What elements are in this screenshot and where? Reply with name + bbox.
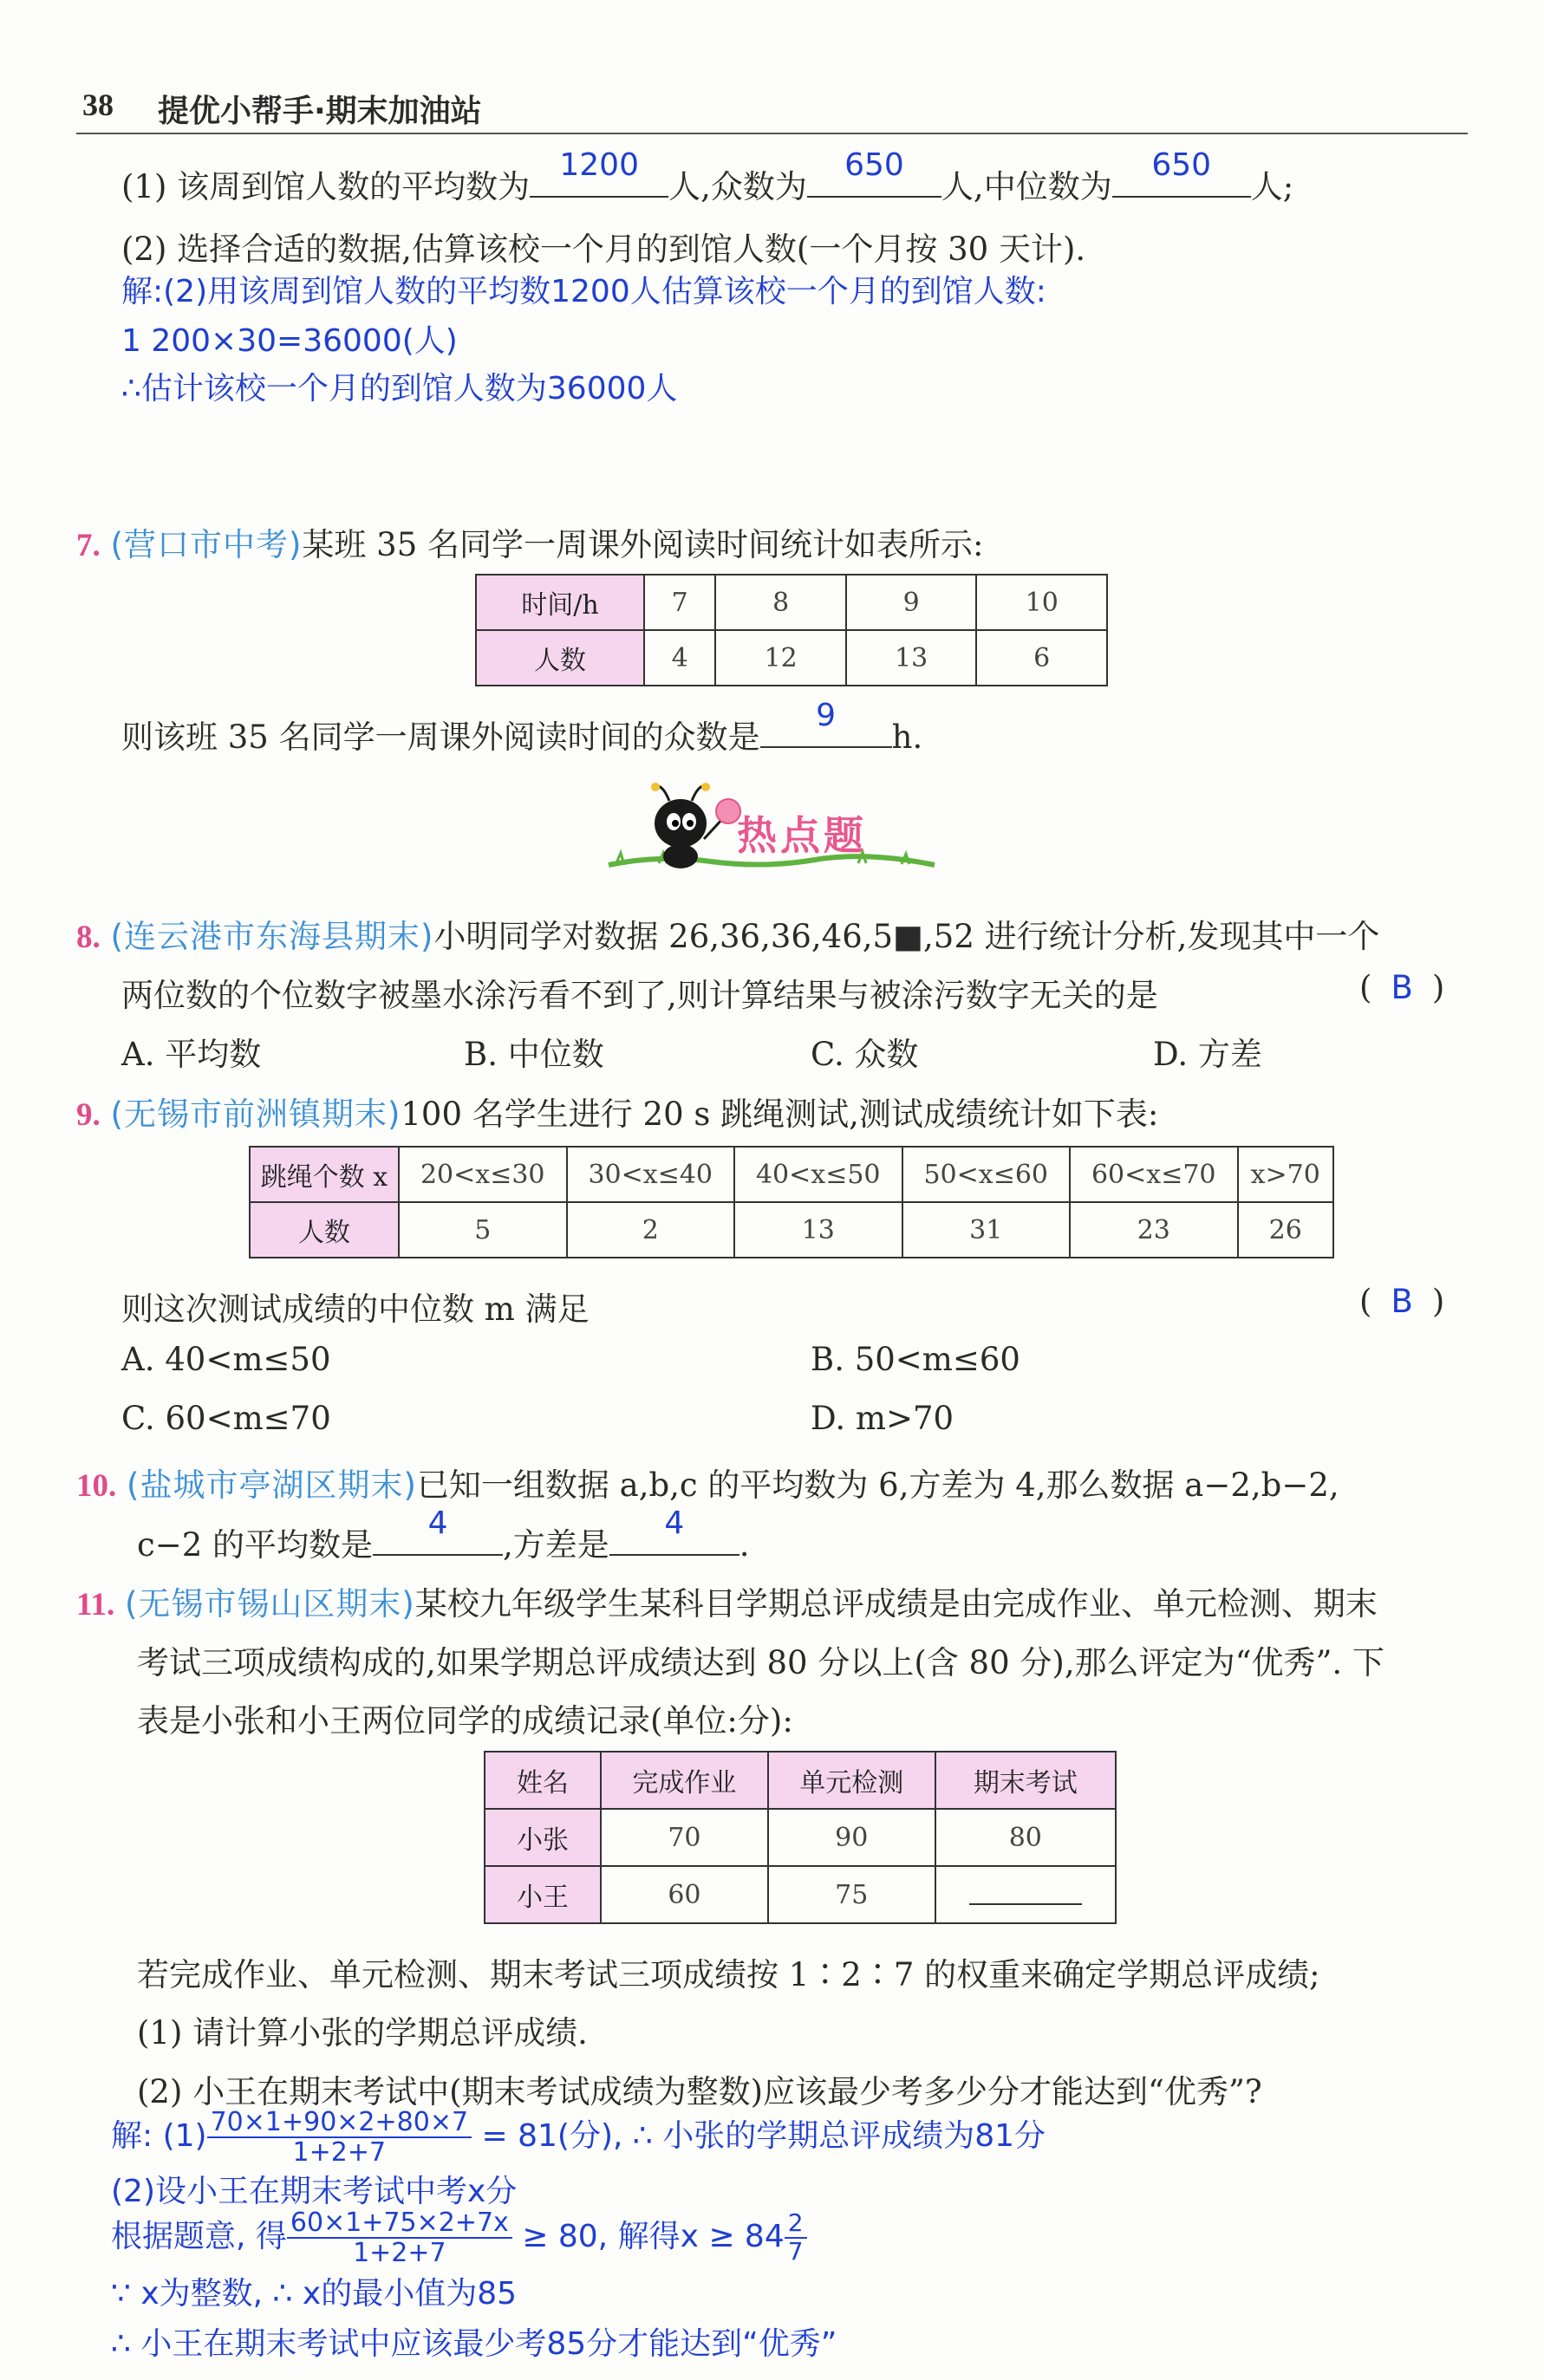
q8-answer-bracket: ( B ) [1359,969,1445,1006]
header-rule [76,133,1468,134]
q11-table: 姓名 完成作业 单元检测 期末考试 小张 70 90 80 小王 60 75 [484,1751,1117,1924]
q6-solution-line1: 解:(2)用该周到馆人数的平均数1200人估算该校一个月的到馆人数: [121,274,1046,309]
q8-line2: 两位数的个位数字被墨水涂污看不到了,则计算结果与被涂污数字无关的是 [121,977,1158,1014]
q11-solution-line2: (2)设小王在期末考试中考x分 [111,2174,518,2209]
q11-solution-line3: 根据题意, 得 $\frac{60\times 1+75\times 2+7x}{1+2+7}$ ≥ 80, 解得x ≥ 84 $\frac{2}{7}$ [111,2208,807,2267]
q8-option-a: A. 平均数 [121,1036,262,1073]
q8-option-b: B. 中位数 [464,1036,604,1073]
q7-question: 则该班 35 名同学一周课外阅读时间的众数是 9 h. [121,698,923,756]
q8-option-c: C. 众数 [811,1036,919,1073]
q11-line4: 若完成作业、单元检测、期末考试三项成绩按 1∶2∶7 的权重来确定学期总评成绩; [137,1956,1320,1993]
q9-option-c: C. 60<m≤70 [121,1400,331,1437]
q6-answer-mode: 650 [807,166,941,198]
q8-line1: 8. (连云港市东海县期末)小明同学对数据 26,36,36,46,5■,52 进行统计分析,发现其中一个 [76,918,1380,955]
q6-answer-mean: 1200 [530,166,668,198]
q11-solution-line5: ∴ 小王在期末考试中应该最少考85分才能达到“优秀” [111,2326,837,2362]
q6-answer-median: 650 [1112,166,1251,198]
q9-question: 则这次测试成绩的中位数 m 满足 [121,1291,590,1328]
q8-option-d: D. 方差 [1153,1036,1262,1073]
q11-line5: (1) 请计算小张的学期总评成绩. [137,2014,588,2052]
q11-line2: 考试三项成绩构成的,如果学期总评成绩达到 80 分以上(含 80 分),那么评定为“优秀”. 下 [137,1644,1384,1681]
q11-solution-line4: ∵ x为整数, ∴ x的最小值为85 [111,2276,518,2312]
hot-topic-banner [607,778,936,874]
hot-topic-label: 热点题 [737,812,867,859]
q11-line6: (2) 小王在期末考试中(期末考试成绩为整数)应该最少考多少分才能达到“优秀”? [137,2073,1262,2110]
q9-stem: 9. (无锡市前洲镇期末)100 名学生进行 20 s 跳绳测试,测试成绩统计如下表: [76,1096,1159,1133]
page-number: 38 [82,88,114,122]
q9-table: 跳绳个数 x 20<x≤30 30<x≤40 40<x≤50 50<x≤60 60<x≤70 x>70 人数 5 2 13 31 23 26 [249,1146,1334,1258]
q10-answer-mean: 4 [373,1525,503,1556]
q11-blank-cell [935,1866,1116,1923]
q6-solution-line3: ∴估计该校一个月的到馆人数为36000人 [121,371,678,406]
q11-solution-line1: 解: (1) $\frac{70\times 1+90\times 2+80\times 7}{1+2+7}$ = 81(分), ∴ 小张的学期总评成绩为81分 [111,2107,1046,2168]
q9-answer-bracket: ( B ) [1359,1283,1445,1320]
page-header-title: 提优小帮手·期末加油站 [158,94,482,129]
q7-answer: 9 [760,717,892,748]
q10-answer-variance: 4 [609,1525,739,1556]
q7-table: 时间/h 7 8 9 10 人数 4 12 13 6 [475,574,1108,686]
q10-line2: c−2 的平均数是 4 ,方差是 4 . [137,1505,750,1564]
q10-line1: 10. (盐城市亭湖区期末)已知一组数据 a,b,c 的平均数为 6,方差为 4,那么数据 a−2,b−2, [76,1466,1339,1504]
q6-part1: (1) 该周到馆人数的平均数为 1200 人,众数为 650 人,中位数为 650 人; [121,147,1294,205]
q9-option-a: A. 40<m≤50 [121,1341,331,1378]
q6-solution-line2: 1 200×30=36000(人) [121,323,458,359]
q11-line3: 表是小张和小王两位同学的成绩记录(单位:分): [137,1702,793,1739]
q7-stem: 7. (营口市中考)某班 35 名同学一周课外阅读时间统计如表所示: [76,526,984,563]
q9-option-b: B. 50<m≤60 [811,1341,1020,1378]
q6-part2: (2) 选择合适的数据,估算该校一个月的到馆人数(一个月按 30 天计). [121,231,1086,268]
q9-option-d: D. m>70 [811,1400,954,1437]
q11-line1: 11. (无锡市锡山区期末)某校九年级学生某科目学期总评成绩是由完成作业、单元检测、期末 [76,1585,1378,1622]
